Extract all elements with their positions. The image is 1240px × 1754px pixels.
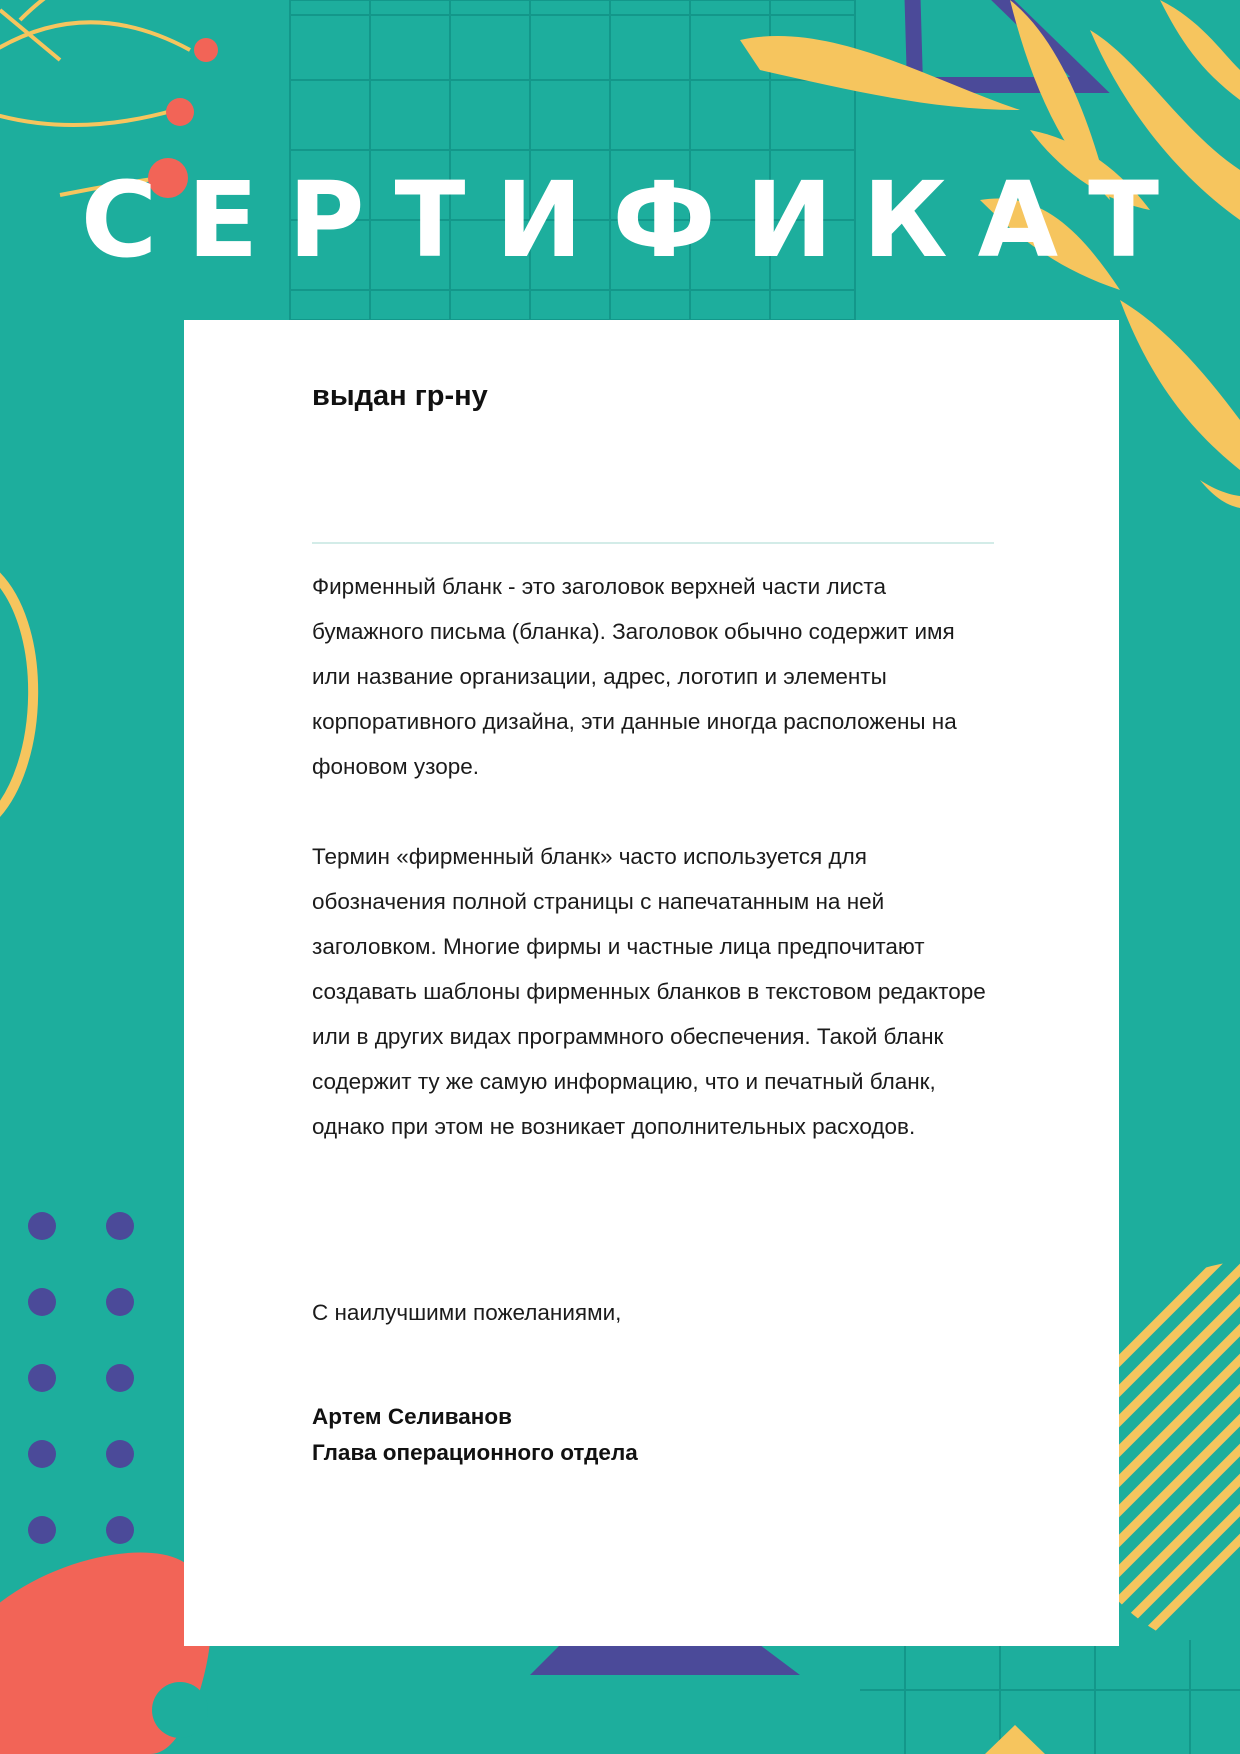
- yellow-triangle-bottom: [985, 1725, 1045, 1754]
- body-paragraph-2: Термин «фирменный бланк» часто используется для обозначения полной страницы с напечатанным на ней заголовком. Многие фирмы и частные лица предпочитают создавать шаблоны фирменных бланков в текстовом редакторе или в других видах программного обеспечения. Такой бланк содержит ту же самую информацию, что и печатный бланк, однако при этом не возникает дополнительных расходов.: [312, 844, 986, 1139]
- certificate-title: СЕРТИФИКАТ: [80, 159, 1190, 281]
- dot-pattern-left: [28, 1212, 134, 1544]
- recipient-label: выдан гр-ну: [312, 380, 488, 412]
- signer-role: Глава операционного отдела: [312, 1440, 638, 1465]
- body-paragraph-1: Фирменный бланк - это заголовок верхней части листа бумажного письма (бланка). Заголовок обычно содержит имя или название организации, адрес, логотип и элементы корпоративного дизайна, эти данные иногда расположены на фоновом узоре.: [312, 574, 957, 779]
- yellow-arc-left: [0, 570, 33, 820]
- signer-name: Артем Селиванов: [312, 1404, 512, 1429]
- certificate-card: [184, 320, 1119, 1646]
- grid-pattern-bottom: [860, 1640, 1240, 1754]
- triangle-bottom: [530, 1645, 800, 1675]
- recipient-line: [312, 542, 994, 544]
- closing-line: С наилучшими пожеланиями,: [312, 1300, 622, 1325]
- coral-blob-bottom-left: [0, 1553, 211, 1754]
